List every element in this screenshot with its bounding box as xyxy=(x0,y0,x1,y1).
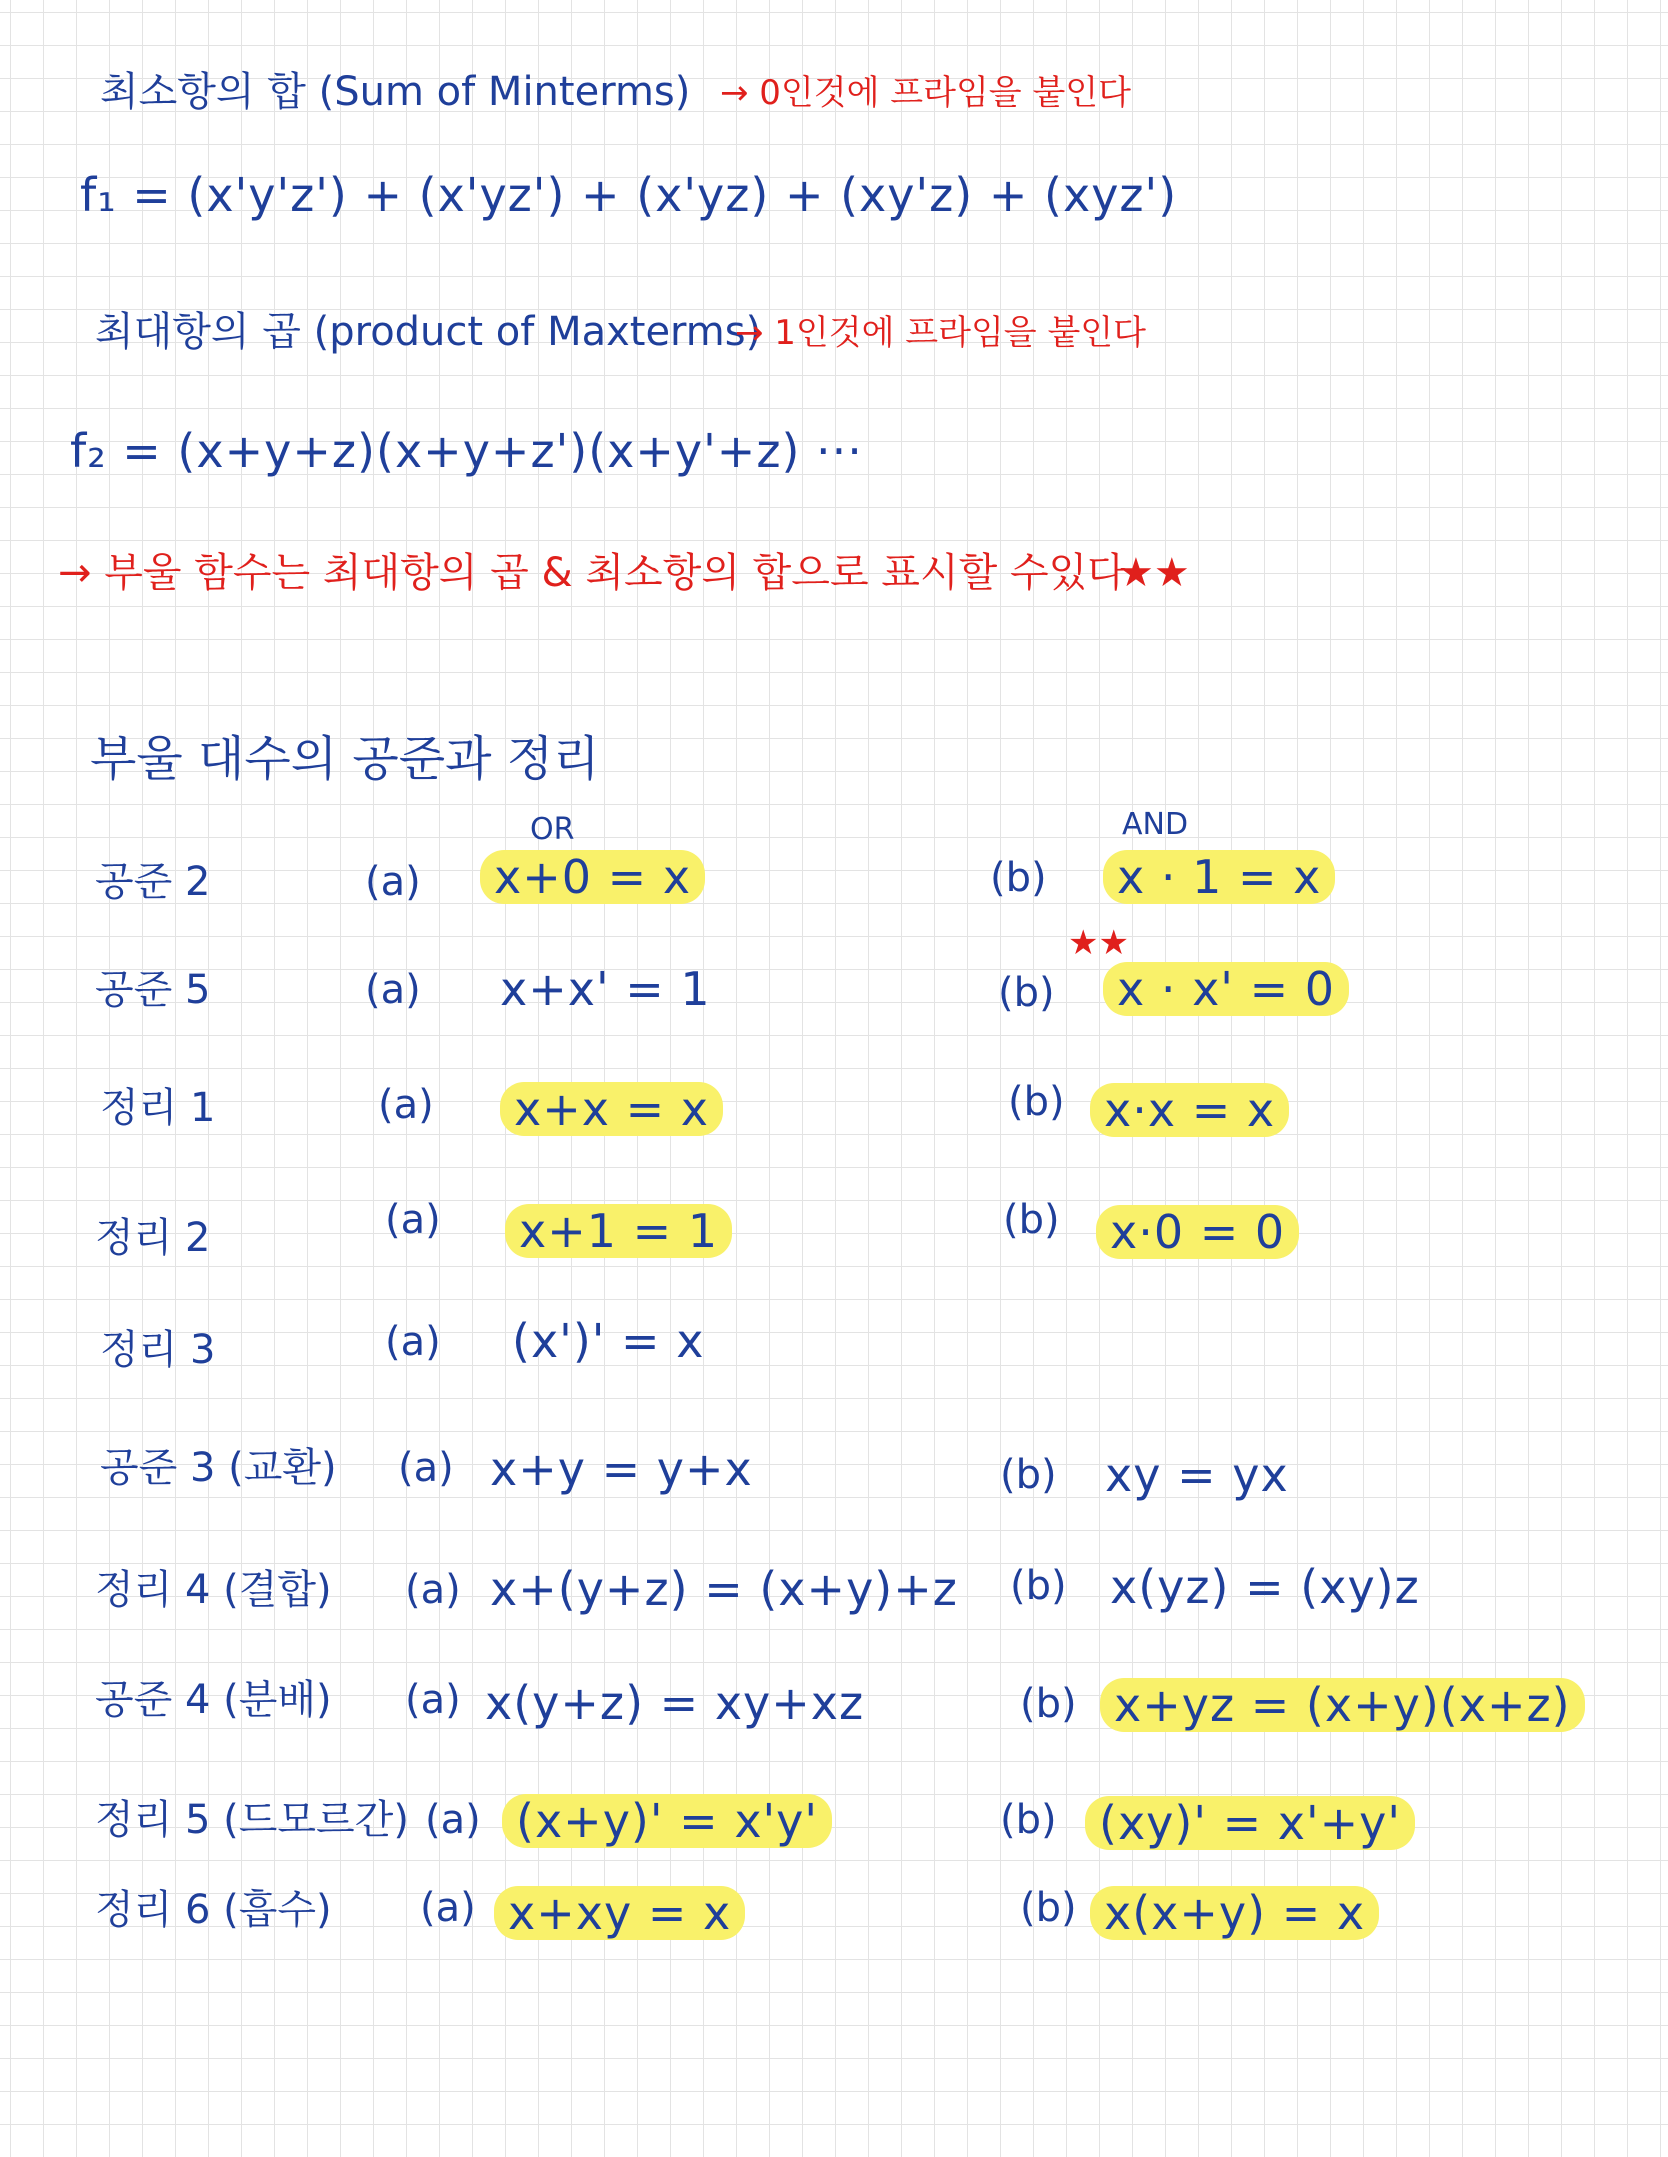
f2-equation: f₂ = (x+y+z)(x+y+z')(x+y'+z) ··· xyxy=(70,424,863,478)
rule-b: x·x = x xyxy=(1090,1083,1289,1137)
rule-a: x+y = y+x xyxy=(490,1442,753,1496)
row-label: 정리 2 xyxy=(95,1215,211,1261)
rule-a: x+x' = 1 xyxy=(500,962,711,1016)
rule-b: x+yz = (x+y)(x+z) xyxy=(1100,1678,1585,1732)
conclusion-note: → 부울 함수는 최대항의 곱 & 최소항의 합으로 표시할 수있다 xyxy=(58,550,1126,596)
and-header: AND xyxy=(1122,807,1189,842)
rule-b: x(x+y) = x xyxy=(1090,1886,1379,1940)
row-label: 정리 1 xyxy=(100,1085,216,1131)
a-tag: (a) xyxy=(365,967,421,1013)
b-tag: (b) xyxy=(1010,1563,1067,1609)
rule-b: x·0 = 0 xyxy=(1096,1205,1299,1259)
rule-a: (x')' = x xyxy=(512,1314,705,1368)
b-tag: (b) xyxy=(1000,1452,1057,1498)
row-label: 공준 2 xyxy=(95,859,211,905)
a-tag: (a) xyxy=(420,1885,476,1931)
rule-b: x · 1 = x xyxy=(1103,850,1335,904)
rule-b: x(yz) = (xy)z xyxy=(1110,1560,1420,1614)
product-of-maxterms-heading: 최대항의 곱 (product of Maxterms) xyxy=(95,309,762,355)
a-tag: (a) xyxy=(425,1797,481,1843)
rule-a: x+(y+z) = (x+y)+z xyxy=(490,1562,958,1616)
row-label: 공준 4 (분배) xyxy=(95,1677,332,1723)
section-title: 부울 대수의 공준과 정리 xyxy=(90,731,600,787)
a-tag: (a) xyxy=(378,1082,434,1128)
f1-equation: f₁ = (x'y'z') + (x'yz') + (x'yz) + (xy'z) + (xyz') xyxy=(80,168,1178,222)
b-tag: (b) xyxy=(1000,1797,1057,1843)
rule-a: (x+y)' = x'y' xyxy=(502,1794,832,1848)
b-tag: (b) xyxy=(1008,1079,1065,1125)
or-header: OR xyxy=(530,812,575,847)
rule-a: x+1 = 1 xyxy=(505,1204,732,1258)
row-label: 정리 5 (드모르간) xyxy=(95,1797,409,1843)
a-tag: (a) xyxy=(385,1319,441,1365)
row-label: 정리 3 xyxy=(100,1327,216,1373)
b-tag: (b) xyxy=(1020,1681,1077,1727)
row-label: 공준 5 xyxy=(95,967,211,1013)
row-label: 정리 4 (결합) xyxy=(95,1567,332,1613)
b-tag: (b) xyxy=(1003,1197,1060,1243)
rule-a: x+xy = x xyxy=(494,1886,745,1940)
a-tag: (a) xyxy=(405,1677,461,1723)
a-tag: (a) xyxy=(385,1197,441,1243)
b-tag: (b) xyxy=(1020,1885,1077,1931)
b-tag: (b) xyxy=(998,970,1055,1016)
row-label: 공준 3 (교환) xyxy=(100,1445,337,1491)
star-icon: ★★ xyxy=(1068,923,1129,963)
product-of-maxterms-note: → 1인것에 프라임을 붙인다 xyxy=(735,313,1146,353)
star-icon: ★★ xyxy=(1118,550,1190,596)
rule-b: x · x' = 0 xyxy=(1103,962,1349,1016)
a-tag: (a) xyxy=(405,1567,461,1613)
rule-a: x(y+z) = xy+xz xyxy=(485,1676,865,1730)
sum-of-minterms-heading: 최소항의 합 (Sum of Minterms) xyxy=(100,69,691,115)
rule-b: (xy)' = x'+y' xyxy=(1085,1796,1415,1850)
rule-a: x+0 = x xyxy=(480,850,705,904)
row-label: 정리 6 (흡수) xyxy=(95,1887,332,1933)
rule-a: x+x = x xyxy=(500,1082,723,1136)
b-tag: (b) xyxy=(990,855,1047,901)
sum-of-minterms-note: → 0인것에 프라임을 붙인다 xyxy=(720,73,1131,113)
a-tag: (a) xyxy=(365,859,421,905)
rule-b: xy = yx xyxy=(1105,1448,1289,1502)
a-tag: (a) xyxy=(398,1445,454,1491)
